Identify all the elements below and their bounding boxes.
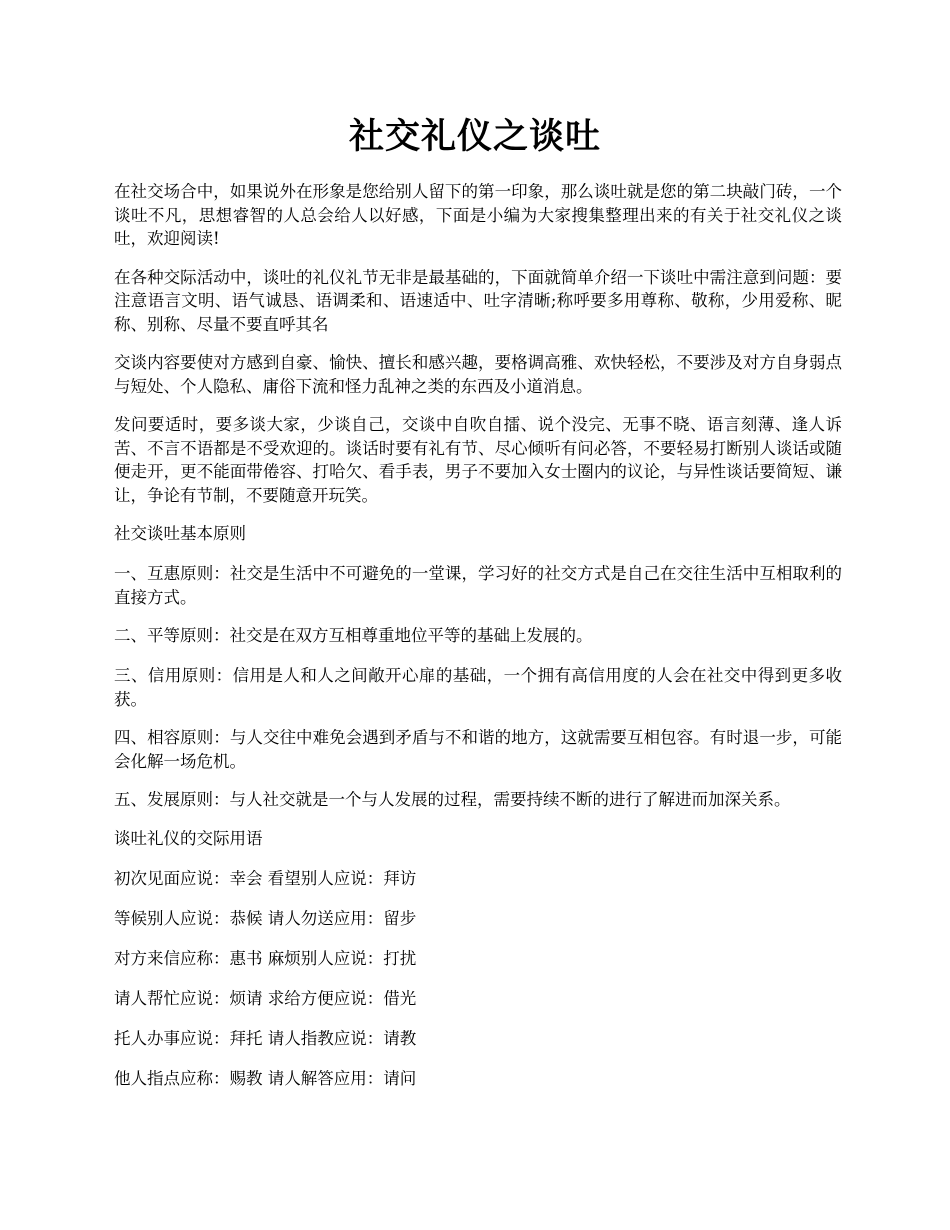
principle-reciprocity: 一、互惠原则：社交是生活中不可避免的一堂课，学习好的社交方式是自己在交往生活中互相取利的直接方式。 (114, 564, 842, 607)
phrase-line: 他人指点应称：赐教 请人解答应用：请问 (114, 1068, 417, 1088)
paragraph-asking-questions: 发问要适时，要多谈大家，少谈自己，交谈中自吹自擂、说个没完、无事不晓、语言刻薄、逢人诉苦、不言不语都是不受欢迎的。谈话时要有礼有节、尽心倾听有问必答，不要轻易打断别人谈话或随便走开，更不能面带倦容、打哈欠、看手表，男子不要加入女士圈内的议论，与异性谈话要简短、谦让，争论有节制，不要随意开玩笑。 (114, 415, 842, 505)
principle-development: 五、发展原则：与人社交就是一个与人发展的过程，需要持续不断的进行了解进而加深关系。 (114, 790, 791, 809)
phrase-line: 请人帮忙应说：烦请 求给方便应说：借光 (114, 988, 417, 1008)
paragraph-conversation-content: 交谈内容要使对方感到自豪、愉快、擅长和感兴趣，要格调高雅、欢快轻松，不要涉及对方自身弱点与短处、个人隐私、庸俗下流和怪力乱神之类的东西及小道消息。 (114, 353, 842, 396)
page-title: 社交礼仪之谈吐 (348, 116, 601, 157)
paragraph-speech-etiquette: 在各种交际活动中，谈吐的礼仪礼节无非是最基础的，下面就简单介绍一下谈吐中需注意到问题：要注意语言文明、语气诚恳、语调柔和、语速适中、吐字清晰;称呼要多用尊称、敬称，少用爱称、昵称、别称、尽量不要直呼其名 (114, 267, 842, 334)
principle-equality: 二、平等原则：社交是在双方互相尊重地位平等的基础上发展的。 (114, 626, 593, 645)
phrase-line: 托人办事应说：拜托 请人指教应说：请教 (114, 1028, 417, 1048)
section-heading-principles: 社交谈吐基本原则 (114, 524, 246, 543)
principle-credibility: 三、信用原则：信用是人和人之间敞开心扉的基础，一个拥有高信用度的人会在社交中得到更多收获。 (114, 666, 842, 709)
phrase-line: 初次见面应说：幸会 看望别人应说：拜访 (114, 868, 417, 888)
section-heading-phrases: 谈吐礼仪的交际用语 (114, 828, 263, 848)
document-body (114, 180, 842, 1107)
phrase-line: 对方来信应称：惠书 麻烦别人应说：打扰 (114, 948, 417, 968)
intro-paragraph: 在社交场合中，如果说外在形象是您给别人留下的第一印象，那么谈吐就是您的第二块敲门砖，一个谈吐不凡，思想睿智的人总会给人以好感，下面是小编为大家搜集整理出来的有关于社交礼仪之谈吐，欢迎阅读! (114, 182, 842, 248)
principle-tolerance: 四、相容原则：与人交往中难免会遇到矛盾与不和谐的地方，这就需要互相包容。有时退一步，可能会化解一场危机。 (114, 728, 842, 771)
phrase-line: 等候别人应说：恭候 请人勿送应用：留步 (114, 908, 417, 928)
